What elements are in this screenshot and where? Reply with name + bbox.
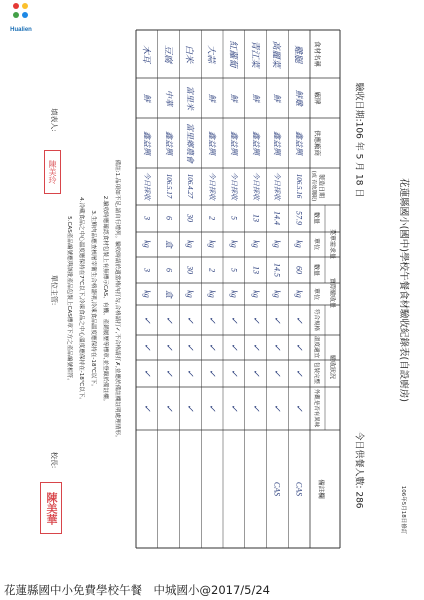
row-recv-qty: 5 xyxy=(229,268,239,272)
row-supplier: 鑫益興 xyxy=(207,131,217,155)
logo-text: Hualien xyxy=(10,27,32,33)
row-supplier: 鑫益興 xyxy=(142,131,152,155)
row-food-name: 青江菜 xyxy=(250,40,261,68)
row-recv-qty: 30 xyxy=(185,266,195,274)
row-check-pack: ✓ xyxy=(207,369,218,377)
row-recv-unit: kg xyxy=(185,290,195,298)
row-recv-qty: 13 xyxy=(251,266,261,274)
row-order-qty: 3 xyxy=(142,216,152,220)
row-food-name: 高麗菜 xyxy=(271,40,282,68)
row-recv-unit: kg xyxy=(294,290,304,298)
row-check-appearance: ✓ xyxy=(142,404,153,412)
date-line: 驗收日期:106 年 5 月 18 日 xyxy=(353,82,364,198)
row-check-temp: ✓ xyxy=(272,343,283,351)
row-check-pack: ✓ xyxy=(294,369,305,377)
header-temp: 溫度適宜 xyxy=(313,335,319,359)
row-food-name: 大蒜 xyxy=(206,44,217,64)
header-appearance: 外觀是否有異味 xyxy=(313,388,319,428)
header-recv-qty: 數量 xyxy=(312,263,320,277)
row-order-qty: 5 xyxy=(229,216,239,220)
header-mfg-date: 製造日期 xyxy=(317,173,325,199)
header-pack: 包裝完整 xyxy=(313,361,319,385)
row-order-unit: kg xyxy=(142,240,152,248)
row-check-appearance: ✓ xyxy=(185,404,196,412)
filler-stamp: 陳美玲 xyxy=(44,150,61,194)
unit-head-label: 單位主管: xyxy=(50,274,58,306)
remark-line: 2.驗收時應確認食材包裝上有無標示CAS、有機、產銷履歷等標章,並登錄於備註欄。 xyxy=(102,195,108,405)
row-check-spec: ✓ xyxy=(164,316,175,324)
row-recv-unit: kg xyxy=(251,290,261,298)
row-check-spec: ✓ xyxy=(229,316,240,324)
row-check-pack: ✓ xyxy=(185,369,196,377)
row-order-unit: kg xyxy=(229,240,239,248)
row-brand: 鮮 xyxy=(142,94,152,102)
row-food-name: 紅蘿蔔 xyxy=(228,40,239,68)
row-recv-unit: kg xyxy=(272,290,282,298)
row-check-temp: ✓ xyxy=(164,343,175,351)
row-check-pack: ✓ xyxy=(142,369,153,377)
header-recv-unit: 單位 xyxy=(312,287,320,301)
row-check-spec: ✓ xyxy=(185,316,196,324)
row-check-pack: ✓ xyxy=(251,369,262,377)
remark-line: 3.生鮮肉品應查核屠宰衛生合格證明,冷凍食品溫度應保持在-18℃以下。 xyxy=(90,210,96,390)
row-mfg-date: 106.4.27 xyxy=(186,173,195,199)
row-order-unit: kg xyxy=(272,240,282,248)
row-recv-qty: 14.5 xyxy=(272,263,282,277)
row-check-spec: ✓ xyxy=(251,316,262,324)
header-spec: 符合規格 xyxy=(313,308,319,332)
row-mfg-date: 今日採收 xyxy=(142,172,151,200)
row-check-temp: ✓ xyxy=(185,343,196,351)
row-check-temp: ✓ xyxy=(294,343,305,351)
row-food-name: 木耳 xyxy=(141,44,152,64)
row-supplier: 鑫益興 xyxy=(272,131,282,155)
row-order-unit: kg xyxy=(207,240,217,248)
header-order-unit: 單位 xyxy=(312,237,320,251)
row-check-appearance: ✓ xyxy=(207,404,218,412)
row-check-appearance: ✓ xyxy=(294,404,305,412)
row-brand: 鮮 xyxy=(272,94,282,102)
row-check-pack: ✓ xyxy=(272,369,283,377)
row-recv-unit: kg xyxy=(207,290,217,298)
row-check-appearance: ✓ xyxy=(272,404,283,412)
row-brand: 鮮 xyxy=(229,94,239,102)
row-order-unit: 盒 xyxy=(164,240,174,248)
row-order-qty: 6 xyxy=(164,216,174,220)
row-check-pack: ✓ xyxy=(164,369,175,377)
row-mfg-date: 106.5.16 xyxy=(295,173,304,199)
row-check-temp: ✓ xyxy=(207,343,218,351)
row-food-name: 雞腿 xyxy=(293,44,304,64)
row-mfg-date: 今日採收 xyxy=(251,172,260,200)
row-order-qty: 14.4 xyxy=(272,211,282,225)
header-order-qty: 數量 xyxy=(312,211,320,225)
header-check-group: 驗收狀況 xyxy=(328,354,336,380)
form-title: 花蓮縣國小(國中)學校午餐食材驗收紀錄表(自設廚房) xyxy=(398,178,409,402)
filler-label: 填表人: xyxy=(50,108,58,132)
row-mfg-date: 今日採收 xyxy=(273,172,282,200)
row-order-unit: kg xyxy=(185,240,195,248)
row-recv-unit: kg xyxy=(229,290,239,298)
row-recv-unit: kg xyxy=(142,290,152,298)
header-brand: 廠牌 xyxy=(313,91,322,105)
row-order-unit: kg xyxy=(251,240,261,248)
header-mfg-sub: (或 有效期限) xyxy=(310,170,317,202)
row-order-qty: 2 xyxy=(207,216,217,220)
row-check-spec: ✓ xyxy=(142,316,153,324)
row-recv-qty: 2 xyxy=(207,268,217,272)
row-supplier: 富里鄉農會 xyxy=(185,123,195,163)
row-supplier: 鑫益興 xyxy=(164,131,174,155)
row-check-pack: ✓ xyxy=(229,369,240,377)
row-food-name: 豆腐 xyxy=(163,44,174,64)
row-mfg-date: 今日採收 xyxy=(229,172,238,200)
row-check-spec: ✓ xyxy=(272,316,283,324)
row-recv-qty: 60 xyxy=(294,266,304,274)
watermark-caption: 花蓮縣國中小免費學校午餐 中城國小@2017/5/24 xyxy=(4,583,270,597)
row-note: CAS xyxy=(272,481,282,497)
row-order-qty: 57.9 xyxy=(294,211,304,225)
row-brand: 富里米 xyxy=(185,86,195,110)
row-check-appearance: ✓ xyxy=(229,404,240,412)
remark-line: 4.冷藏食品之中心溫度應保持在7℃以下,冷凍食品之中心溫度應保持在-18℃以下。 xyxy=(78,197,84,403)
row-recv-unit: 盒 xyxy=(164,290,174,298)
header-food-name: 食材名稱 xyxy=(313,41,322,67)
print-date: 106年5月18日修訂 xyxy=(400,485,406,535)
row-brand: 中華 xyxy=(164,90,174,106)
principal-label: 校長: xyxy=(50,451,58,469)
today-servings: 今日供餐人數: 286 xyxy=(353,431,364,509)
row-mfg-date: 106.5.17 xyxy=(164,173,173,199)
row-food-name: 白米 xyxy=(184,44,195,64)
row-order-qty: 30 xyxy=(185,214,195,222)
header-note: 備註欄 xyxy=(317,479,326,499)
row-check-temp: ✓ xyxy=(251,343,262,351)
remark-line: 5.CAS產品編號應與該批產品包裝上CAS標章下方之產品編號相符。 xyxy=(66,216,72,384)
row-supplier: 鑫益興 xyxy=(251,131,261,155)
remark-line: 備註:1.品項如不足,請自行增列。驗收時請於適當格內打勾,合格請打✓,不合格請打✗,並應於備註欄註明處理情形。 xyxy=(114,159,120,441)
row-recv-qty: 3 xyxy=(142,268,152,272)
row-brand: 鮮雞 xyxy=(294,90,304,106)
row-brand: 鮮 xyxy=(207,94,217,102)
row-check-spec: ✓ xyxy=(207,316,218,324)
row-order-unit: kg xyxy=(294,240,304,248)
header-supplier: 供應廠商 xyxy=(313,130,322,156)
row-check-appearance: ✓ xyxy=(251,404,262,412)
row-mfg-date: 今日採收 xyxy=(208,172,217,200)
row-order-qty: 13 xyxy=(251,214,261,222)
row-recv-qty: 6 xyxy=(164,268,174,272)
row-check-temp: ✓ xyxy=(142,343,153,351)
principal-stamp: 陳美華 xyxy=(40,482,62,534)
row-supplier: 鑫益興 xyxy=(294,131,304,155)
row-note: CAS xyxy=(294,481,304,497)
row-check-appearance: ✓ xyxy=(164,404,175,412)
row-check-spec: ✓ xyxy=(294,316,305,324)
header-recv-group: 實際驗收量 xyxy=(328,277,336,309)
row-supplier: 鑫益興 xyxy=(229,131,239,155)
row-check-temp: ✓ xyxy=(229,343,240,351)
row-brand: 鮮 xyxy=(251,94,261,102)
header-qty-group: 菜單需求量 xyxy=(328,228,336,260)
